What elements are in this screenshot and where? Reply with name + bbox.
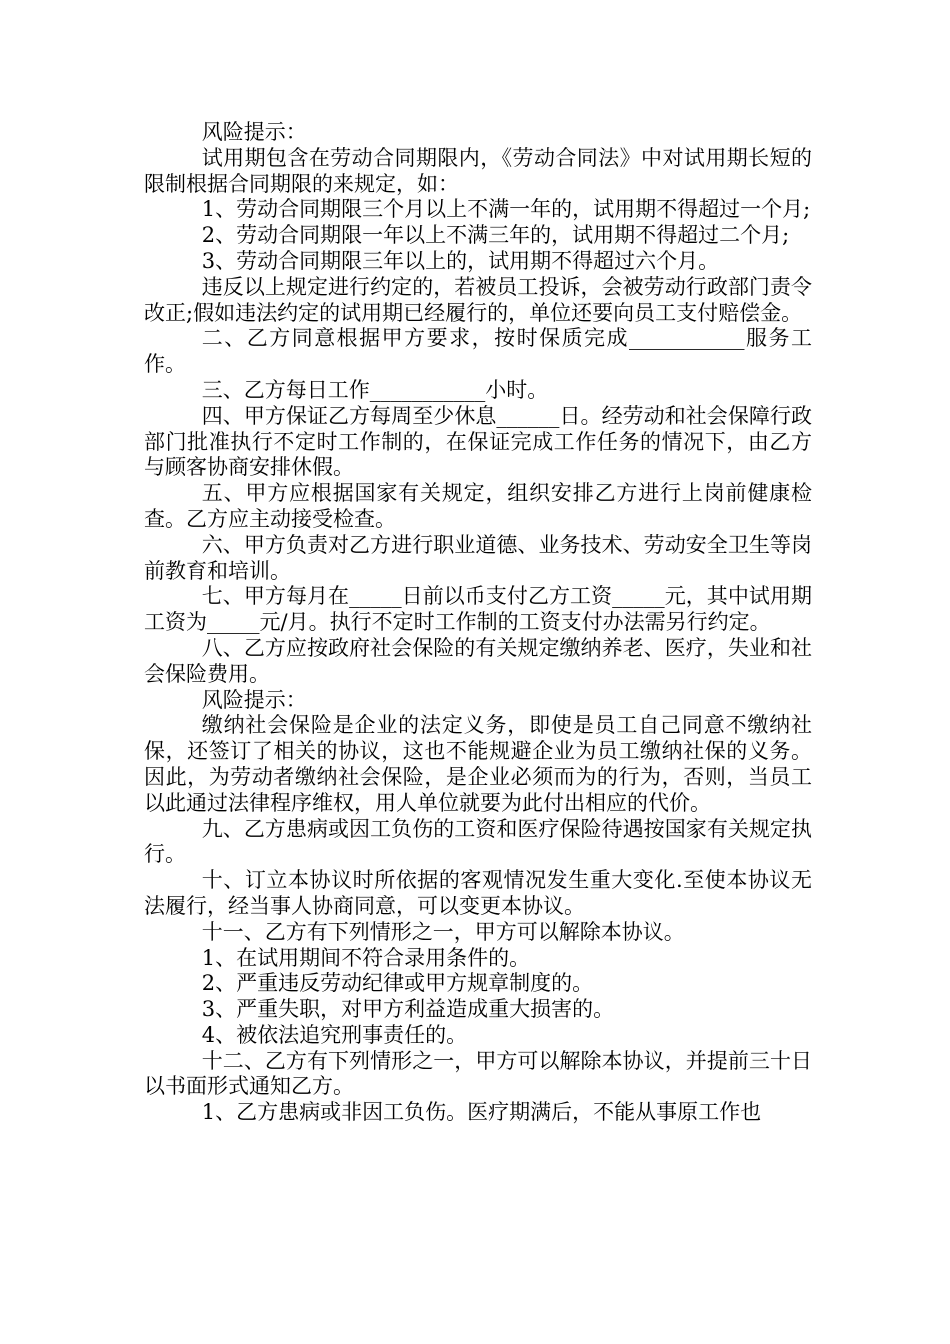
clause-11-item-3: 3、严重失职，对甲方利益造成重大损害的。 (201, 997, 615, 1022)
clause-5: 五、甲方应根据国家有关规定，组织安排乙方进行上岗前健康检查。乙方应主动接受检查。 (144, 481, 812, 531)
clause-8: 八、乙方应按政府社会保险的有关规定缴纳养老、医疗，失业和社会保险费用。 (144, 635, 812, 686)
clause-11-item-1: 1、在试用期间不符合录用条件的。 (201, 945, 531, 970)
probation-rule-1: 1、劳动合同期限三个月以上不满一年的，试用期不得超过一个月; (201, 197, 811, 222)
clause-12-item-1: 1、乙方患病或非因工负伤。医疗期满后，不能从事原工作也 (201, 1100, 762, 1125)
clause-11-item-4: 4、被依法追究刑事责任的。 (201, 1022, 468, 1047)
probation-intro-paragraph: 试用期包含在劳动合同期限内，《劳动合同法》中对试用期长短的限制根据合同期限的来规定，如： (144, 145, 812, 196)
document-page (144, 120, 812, 1126)
risk-tip-heading-2: 风险提示： (201, 687, 307, 712)
clause-12: 十二、乙方有下列情形之一，甲方可以解除本协议，并提前三十日以书面形式通知乙方。 (144, 1048, 812, 1099)
probation-rule-2: 2、劳动合同期限一年以上不满三年的，试用期不得超过二个月; (201, 223, 790, 248)
clause-10: 十、订立本协议时所依据的客观情况发生重大变化.至使本协议无法履行，经当事人协商同意，可以变更本协议。 (144, 868, 812, 918)
clause-4: 四、甲方保证乙方每周至少休息______日。经劳动和社会保障行政部门批准执行不定时工作制的，在保证完成工作任务的情况下，由乙方与顾客协商安排休假。 (144, 403, 812, 480)
clause-7: 七、甲方每月在_____日前以币支付乙方工资_____元，其中试用期工资为_____元/月。执行不定时工作制的工资支付办法需另行约定。 (144, 584, 812, 635)
clause-3: 三、乙方每日工作___________小时。 (201, 377, 549, 402)
clause-9: 九、乙方患病或因工负伤的工资和医疗保险待遇按国家有关规定执行。 (144, 816, 812, 867)
risk-tip-heading: 风险提示： (201, 120, 307, 144)
clause-2: 二、乙方同意根据甲方要求，按时保质完成___________服务工作。 (144, 326, 812, 377)
violation-paragraph: 违反以上规定进行约定的，若被员工投诉，会被劳动行政部门责令改正;假如违法约定的试用期已经履行的，单位还要向员工支付赔偿金。 (144, 274, 812, 325)
social-insurance-paragraph: 缴纳社会保险是企业的法定义务，即使是员工自己同意不缴纳社保，还签订了相关的协议，这也不能规避企业为员工缴纳社保的义务。因此，为劳动者缴纳社会保险，是企业必须而为的行为，否则，当员工以此通过法律程序维权，用人单位就要为此付出相应的代价。 (144, 713, 812, 815)
clause-6: 六、甲方负责对乙方进行职业道德、业务技术、劳动安全卫生等岗前教育和培训。 (144, 532, 812, 583)
clause-11: 十一、乙方有下列情形之一，甲方可以解除本协议。 (201, 919, 685, 944)
probation-rule-3: 3、劳动合同期限三年以上的，试用期不得超过六个月。 (201, 248, 720, 273)
clause-11-item-2: 2、严重违反劳动纪律或甲方规章制度的。 (201, 971, 594, 996)
